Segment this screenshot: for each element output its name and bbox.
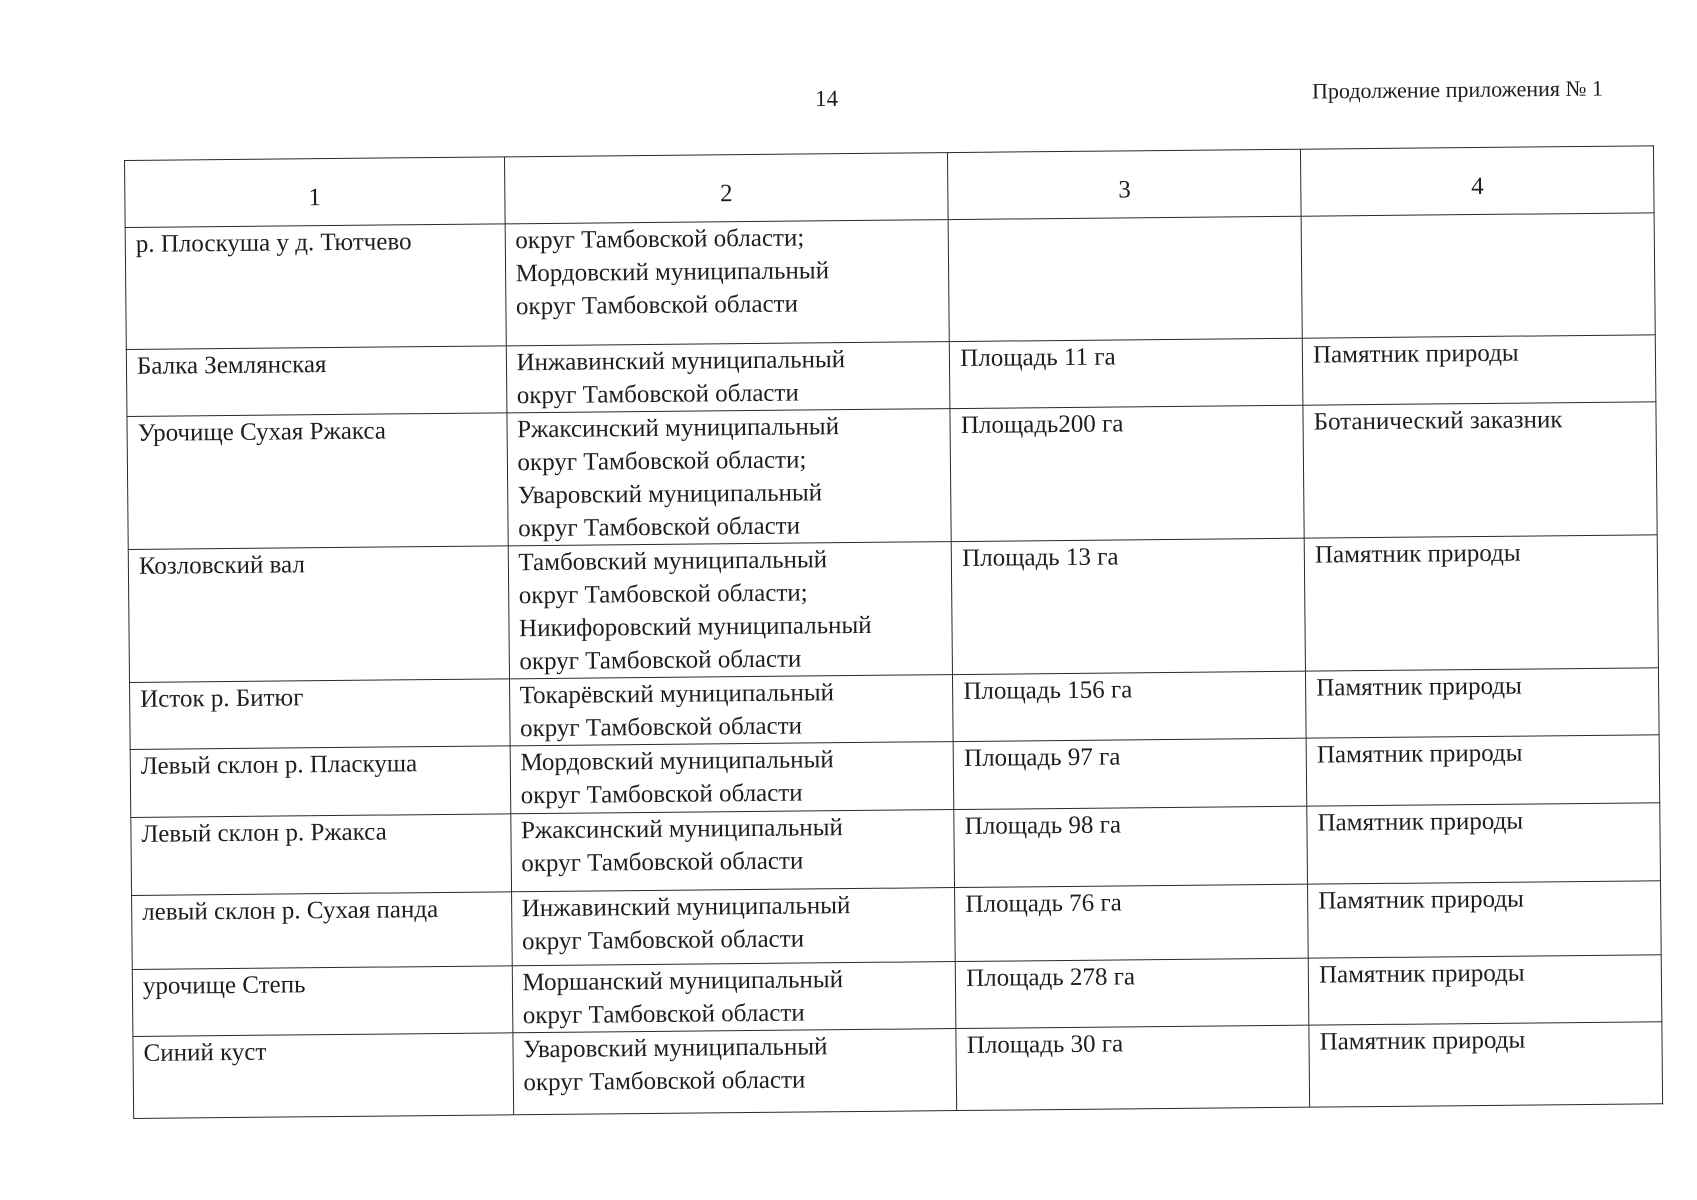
district-line: округ Тамбовской области <box>521 925 805 956</box>
cell-area: Площадь 13 га <box>951 538 1305 674</box>
cell-category: Памятник природы <box>1304 535 1658 671</box>
district-line: Инжавинский муниципальный <box>516 346 846 377</box>
header-col-2: 2 <box>504 153 948 224</box>
table-row <box>127 402 1657 550</box>
table-row <box>133 1022 1663 1119</box>
cell-area: Площадь 30 га <box>956 1025 1310 1110</box>
district-line: округ Тамбовской области; <box>517 446 807 477</box>
cell-district <box>509 675 953 746</box>
district-line: Моршанский муниципальный <box>522 966 844 997</box>
district-line: округ Тамбовской области <box>523 1066 806 1097</box>
cell-object-name: Исток р. Битюг <box>130 679 510 750</box>
cell-category: Памятник природы <box>1302 335 1656 405</box>
continuation-label: Продолжение приложения № 1 <box>1311 75 1604 104</box>
cell-area: Площадь 11 га <box>950 338 1303 408</box>
cell-object-name: Балка Землянская <box>126 346 506 417</box>
district-line: Тамбовский муниципальный <box>518 546 828 577</box>
cell-district <box>505 220 950 346</box>
district-line: округ Тамбовской области <box>519 645 802 676</box>
district-line: Токарёвский муниципальный <box>519 679 835 710</box>
cell-district <box>507 409 952 546</box>
district-line: Уваровский муниципальный <box>517 479 823 510</box>
district-line: Ржаксинский муниципальный <box>517 413 840 444</box>
cell-area: Площадь 97 га <box>953 738 1306 809</box>
cell-area: Площадь 76 га <box>955 884 1309 961</box>
page-number: 14 <box>814 85 839 112</box>
cell-area: Площадь 156 га <box>953 671 1306 741</box>
cell-object-name: Левый склон р. Ржакса <box>131 814 511 896</box>
district-line: округ Тамбовской области <box>521 847 804 878</box>
district-line: округ Тамбовской области <box>522 999 805 1030</box>
cell-object-name: левый склон р. Сухая панда <box>132 892 512 970</box>
district-line: округ Тамбовской области <box>520 779 803 810</box>
cell-district <box>506 342 950 413</box>
cell-object-name: р. Плоскуша у д. Тютчево <box>125 224 506 350</box>
cell-category <box>1301 213 1655 338</box>
district-line: округ Тамбовской области <box>517 512 801 543</box>
cell-object-name: Урочище Сухая Ржакса <box>127 413 508 550</box>
district-line: Никифоровский муниципальный <box>518 611 872 643</box>
table-row <box>125 213 1655 350</box>
cell-object-name: Синий куст <box>133 1033 513 1119</box>
district-line: округ Тамбовской области; <box>518 579 808 610</box>
cell-district <box>512 962 956 1033</box>
cell-area <box>948 216 1302 341</box>
district-line: Уваровский муниципальный <box>522 1033 828 1064</box>
cell-district <box>508 542 953 679</box>
protected-areas-table <box>124 145 1663 1119</box>
district-line: округ Тамбовской области <box>516 379 799 410</box>
table-row <box>128 535 1658 683</box>
cell-object-name: урочище Степь <box>132 966 512 1037</box>
cell-object-name: Козловский вал <box>128 546 509 683</box>
cell-category: Памятник природы <box>1308 955 1662 1025</box>
district-line: округ Тамбовской области <box>515 290 799 321</box>
district-line: Мордовский муниципальный <box>515 257 830 288</box>
cell-district <box>511 888 955 966</box>
cell-category: Памятник природы <box>1306 668 1660 738</box>
district-line: Инжавинский муниципальный <box>521 892 851 923</box>
district-line: Мордовский муниципальный <box>520 746 834 777</box>
cell-object-name: Левый склон р. Пласкуша <box>130 746 510 818</box>
cell-district <box>512 1029 956 1115</box>
table-row <box>131 803 1661 896</box>
cell-district <box>510 742 954 814</box>
cell-category: Ботанический заказник <box>1303 402 1657 538</box>
header-col-3: 3 <box>948 149 1301 219</box>
header-col-4: 4 <box>1301 146 1655 216</box>
cell-area: Площадь 98 га <box>954 806 1308 887</box>
table-body <box>125 213 1662 1119</box>
table-container <box>124 145 1663 1119</box>
district-line: округ Тамбовской области <box>519 712 803 743</box>
cell-category: Памятник природы <box>1308 881 1662 958</box>
cell-area: Площадь 278 га <box>956 958 1309 1028</box>
header-col-1: 1 <box>125 157 505 228</box>
cell-category: Памятник природы <box>1307 803 1661 884</box>
cell-category: Памятник природы <box>1306 735 1660 806</box>
district-line: округ Тамбовской области; <box>515 224 805 255</box>
district-line: Ржаксинский муниципальный <box>520 814 844 845</box>
cell-district <box>510 810 954 892</box>
cell-category: Памятник природы <box>1309 1022 1663 1107</box>
cell-area: Площадь200 га <box>950 405 1304 541</box>
